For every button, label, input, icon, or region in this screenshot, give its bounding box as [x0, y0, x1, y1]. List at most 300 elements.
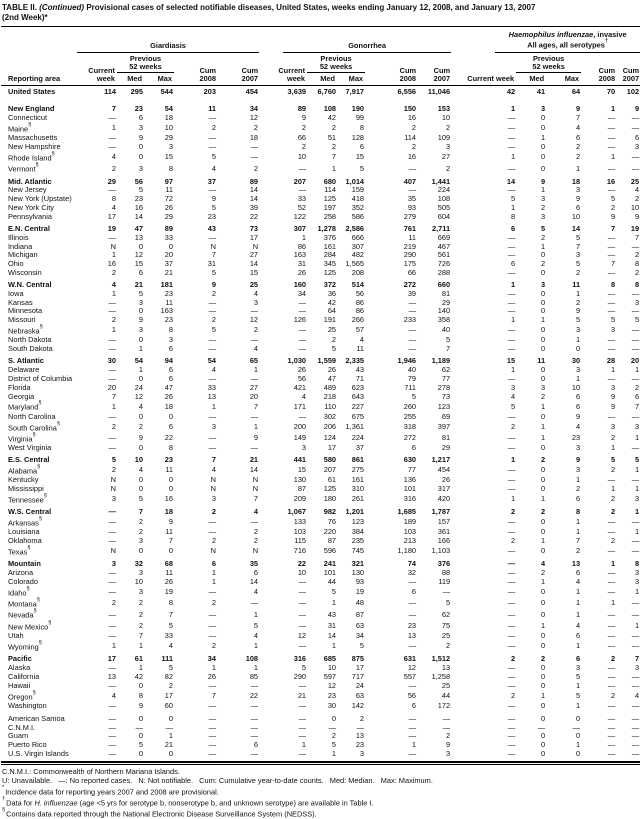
cell: 2 — [138, 621, 143, 630]
cell: 4 — [111, 690, 116, 700]
cell: — — [607, 731, 616, 741]
cell: — — [631, 113, 640, 123]
cell: 33 — [164, 631, 173, 641]
cell: 142 — [351, 700, 365, 710]
cell: — — [208, 517, 216, 527]
cell: 23 — [134, 104, 143, 114]
cell: 21 — [164, 740, 173, 750]
cell: 3 — [168, 335, 173, 345]
cell: 557 — [403, 671, 417, 681]
cell: 6 — [635, 133, 640, 143]
cell: 26 — [297, 268, 307, 278]
cell: 15 — [164, 152, 173, 162]
cell: 23 — [327, 690, 337, 700]
cell: 266 — [351, 315, 365, 325]
cell: — — [507, 433, 516, 443]
cell: 3 — [138, 536, 143, 546]
cell: 85 — [249, 671, 259, 681]
cell: 15 — [297, 465, 307, 475]
cell: — — [607, 576, 616, 586]
52-weeks-label: 52 weeks — [319, 62, 353, 72]
cell: 7 — [253, 401, 259, 411]
row-label: Minnesota — [8, 306, 43, 316]
cell: 2 — [510, 421, 516, 431]
cell: — — [328, 722, 337, 732]
cell: 12 — [327, 680, 337, 690]
cell: 30 — [571, 356, 581, 366]
cell: 2 — [331, 142, 337, 152]
cell: 42 — [134, 671, 143, 681]
row-label: Connecticut — [8, 113, 48, 123]
cell: 0 — [540, 152, 546, 162]
cell: 3 — [575, 325, 581, 335]
cell: 0 — [540, 731, 546, 741]
row-label: E.S. Central — [8, 454, 50, 464]
cell: 1 — [635, 621, 640, 630]
group-header-giardiasis — [77, 31, 259, 53]
cell: 44 — [441, 690, 451, 700]
cell: 295 — [130, 87, 143, 97]
cell: 5 — [138, 494, 143, 504]
cell: — — [631, 123, 640, 133]
cell: 4 — [359, 335, 365, 345]
row-label: Pennsylvania — [8, 212, 52, 222]
cell: — — [408, 335, 417, 345]
cell: 1 — [331, 641, 337, 651]
cell: 352 — [351, 203, 365, 213]
cell: — — [108, 527, 116, 537]
cell: 17 — [249, 232, 259, 242]
cell: 6 — [168, 421, 173, 431]
cell: N — [252, 546, 259, 556]
cell: — — [298, 749, 307, 759]
dagger-footnote-marker: † — [604, 38, 608, 45]
cell: 5 — [331, 344, 337, 354]
cell: 4 — [253, 288, 259, 298]
cell: 110 — [324, 401, 337, 411]
cell: — — [607, 609, 616, 619]
cell: 8 — [168, 325, 173, 335]
cell: 5 — [211, 325, 216, 335]
row-label: Louisiana — [8, 527, 40, 537]
cell: — — [507, 559, 516, 569]
cell: 0 — [540, 344, 546, 354]
cell: — — [298, 325, 307, 335]
cell: 73 — [441, 391, 451, 401]
cell: — — [250, 306, 259, 316]
cell: 2 — [510, 690, 516, 700]
cell: 88 — [441, 568, 451, 578]
row-label: New England — [8, 104, 55, 114]
cell: 660 — [437, 279, 451, 289]
row-label: Guam — [8, 731, 29, 741]
cell: 2 — [635, 250, 640, 260]
cell: 86 — [355, 306, 365, 316]
cell: 321 — [351, 559, 365, 569]
cell: 71 — [355, 373, 365, 383]
cell: — — [631, 288, 640, 298]
cell: 20 — [630, 356, 640, 366]
cell: 0 — [575, 344, 581, 354]
cell: — — [607, 241, 616, 251]
cell: — — [607, 250, 616, 260]
cell: 7 — [635, 654, 640, 664]
cell: 30 — [107, 356, 116, 366]
row-label: South Carolina§ — [8, 420, 61, 432]
cell: 0 — [540, 113, 546, 123]
cell: 669 — [437, 232, 451, 242]
row-label: United States — [8, 87, 56, 97]
cell: 180 — [323, 494, 337, 504]
cell: 2,711 — [432, 223, 451, 233]
cell: 1 — [111, 325, 116, 335]
cell: — — [108, 335, 116, 345]
cell: 4 — [253, 587, 259, 597]
cell: 2 — [138, 609, 143, 619]
cell: 103 — [403, 527, 417, 537]
cell: — — [208, 335, 216, 345]
cell: 2 — [445, 641, 451, 651]
cell: 75 — [441, 621, 451, 630]
row-label: North Dakota — [8, 335, 52, 345]
col-header-max: Max — [546, 73, 581, 86]
cell: 3 — [635, 568, 640, 578]
cell: — — [507, 527, 516, 537]
col-header-cum-2008: Cum 2008 — [365, 53, 417, 86]
cell: — — [507, 700, 516, 710]
cell: — — [408, 680, 417, 690]
cell: 4 — [253, 507, 259, 517]
cell: 175 — [403, 259, 417, 269]
cell: — — [208, 700, 216, 710]
cell: 1 — [575, 517, 581, 527]
cell: 1 — [575, 641, 581, 651]
cell: 1,030 — [287, 356, 307, 366]
cell: — — [631, 325, 640, 335]
cell: 93 — [407, 203, 417, 213]
cell: 17 — [355, 663, 365, 673]
row-label: New Mexico§ — [8, 619, 52, 632]
cell: — — [507, 113, 516, 123]
cell: 23 — [355, 740, 365, 750]
cell: — — [108, 700, 116, 710]
cell: 1 — [635, 507, 640, 517]
cell: — — [250, 700, 259, 710]
cell: — — [631, 306, 640, 316]
cell: 1,278 — [317, 223, 337, 233]
cell: — — [631, 344, 640, 354]
cell: 9 — [138, 700, 143, 710]
cell: 3 — [540, 279, 546, 289]
cell: N — [110, 546, 116, 556]
cell: — — [507, 609, 516, 619]
cell: 2 — [138, 527, 143, 537]
cell: 13 — [134, 232, 143, 242]
row-label: New York (Upstate) — [8, 194, 72, 204]
cell: 5 — [359, 163, 365, 173]
cell: 213 — [403, 536, 417, 546]
previous-label: Previous — [129, 53, 162, 63]
cell: 310 — [351, 483, 365, 493]
cell: 42 — [327, 113, 337, 123]
cell: 1 — [540, 185, 546, 195]
cell: — — [408, 306, 417, 316]
cell: 7 — [635, 401, 640, 411]
cell: 21 — [249, 454, 259, 464]
cell: 17 — [327, 443, 337, 453]
cell: 4 — [575, 123, 581, 133]
cell: 74 — [407, 559, 417, 569]
cell: 2 — [540, 259, 546, 269]
cell: — — [607, 663, 616, 673]
cell: 227 — [351, 401, 365, 411]
cell: 23 — [164, 454, 173, 464]
table-row — [1, 86, 640, 97]
cell: 1 — [575, 740, 581, 750]
cell: 5 — [635, 315, 640, 325]
cell: 43 — [355, 364, 365, 374]
cell: 9 — [138, 133, 143, 143]
cell: 56 — [355, 288, 365, 298]
cell: — — [208, 631, 216, 641]
row-label: Indiana — [8, 241, 33, 251]
cell: 9 — [211, 194, 216, 204]
cell: 15 — [249, 268, 259, 278]
cell: 1 — [168, 731, 173, 741]
table-row — [1, 97, 640, 114]
cell: 189 — [403, 517, 417, 527]
cell: 255 — [403, 411, 417, 421]
continued-label: (Continued) — [39, 3, 85, 12]
cell: 57 — [355, 325, 365, 335]
row-label: Iowa — [8, 288, 24, 298]
cell: 5 — [510, 194, 516, 204]
cell: 0 — [540, 527, 546, 537]
cell: 16 — [407, 152, 417, 162]
cell: 604 — [437, 212, 451, 222]
cell: 6 — [411, 700, 417, 710]
cell: 161 — [323, 241, 337, 251]
cell: 1 — [331, 163, 337, 173]
cell: — — [607, 306, 616, 316]
cell: 15 — [134, 259, 143, 269]
cell: — — [298, 609, 307, 619]
cell: — — [507, 288, 516, 298]
col-header-cum-2007: Cum 2007 — [616, 53, 640, 86]
cell: 3 — [635, 663, 640, 673]
section-footnote-marker: § — [35, 162, 39, 169]
cell: 172 — [437, 700, 451, 710]
cell: 631 — [403, 654, 417, 664]
col-header-med: Med — [117, 73, 144, 86]
cell: 36 — [327, 288, 337, 298]
cell: 2 — [635, 268, 640, 278]
cell: — — [108, 568, 116, 578]
cell: 31 — [327, 621, 337, 630]
cell: — — [208, 722, 216, 732]
cell: — — [607, 546, 616, 556]
cell: 10 — [134, 576, 143, 586]
cell: 1 — [575, 527, 581, 537]
row-label: Maryland§ — [8, 400, 42, 412]
cell: — — [298, 306, 307, 316]
cell: 5 — [359, 641, 365, 651]
cell: 32 — [407, 568, 417, 578]
cell: 9 — [575, 194, 581, 204]
previous-label: Previous — [532, 53, 565, 63]
col-header-previous-52-weeks — [516, 53, 581, 73]
cell: 122 — [293, 212, 307, 222]
cell: — — [108, 185, 116, 195]
table-row — [1, 401, 640, 412]
cell: 861 — [351, 454, 365, 464]
cell: 2 — [138, 517, 143, 527]
cell: 2 — [610, 536, 616, 546]
row-label: Oklahoma — [8, 536, 42, 546]
table-row — [1, 143, 640, 152]
cell: 56 — [297, 373, 307, 383]
cell: 10 — [571, 382, 581, 392]
cell: 93 — [355, 576, 365, 586]
cell: — — [250, 598, 259, 608]
cell: 3 — [540, 212, 546, 222]
row-label: Arizona — [8, 568, 34, 578]
section-footnote-marker: § — [33, 608, 37, 615]
row-label: U.S. Virgin Islands — [8, 749, 69, 759]
cell: — — [250, 749, 259, 759]
cell: 7 — [253, 494, 259, 504]
cell: 2 — [211, 598, 216, 608]
cell: — — [507, 546, 516, 556]
cell: — — [442, 713, 451, 723]
cell: — — [631, 731, 640, 741]
cell: 4 — [575, 576, 581, 586]
row-label: Illinois — [8, 232, 29, 242]
cell: 111 — [161, 654, 173, 664]
cell: — — [607, 740, 616, 750]
cell: — — [507, 749, 516, 759]
cell: 0 — [575, 713, 581, 723]
cell: 1 — [635, 465, 640, 475]
haemophilus-line2-label: All ages, all serotypes — [527, 40, 605, 50]
cell: 4 — [111, 152, 116, 162]
cell: — — [631, 152, 640, 162]
cell: 8 — [575, 507, 581, 517]
table-row — [1, 711, 640, 724]
cell: — — [135, 722, 143, 732]
cell: — — [607, 475, 616, 485]
cell: 1 — [575, 335, 581, 345]
cell: 317 — [437, 483, 451, 493]
col-header-cum-2008: Cum 2008 — [174, 53, 217, 86]
row-label: California — [8, 671, 40, 681]
cell: 20 — [249, 391, 259, 401]
cell: 2 — [111, 598, 116, 608]
cell: 5 — [635, 454, 640, 464]
cell: 5 — [138, 185, 143, 195]
cell: 23 — [571, 433, 581, 443]
cell: 13 — [107, 671, 116, 681]
cell: — — [507, 731, 516, 741]
cell: 87 — [355, 609, 365, 619]
cell: 0 — [138, 411, 143, 421]
row-label: Colorado — [8, 576, 38, 586]
cell: — — [408, 344, 417, 354]
cell: 3 — [575, 465, 581, 475]
cell: — — [108, 306, 116, 316]
cell: — — [607, 297, 616, 307]
cell: 26 — [297, 364, 307, 374]
cell: 209 — [293, 494, 307, 504]
row-label: New York City — [8, 203, 55, 213]
cell: 6 — [510, 223, 516, 233]
cell: 101 — [323, 568, 337, 578]
cell: 0 — [168, 546, 173, 556]
cell: — — [607, 680, 616, 690]
cell: — — [507, 722, 516, 732]
cell: 7 — [211, 690, 216, 700]
cell: 6 — [138, 268, 143, 278]
cell: 0 — [540, 546, 546, 556]
row-label: American Samoa — [8, 713, 65, 723]
cell: 56 — [407, 690, 417, 700]
cell: 1,014 — [345, 176, 365, 186]
cell: 4 — [211, 364, 216, 374]
cell: 6 — [253, 568, 259, 578]
cell: 0 — [138, 731, 143, 741]
cell: 26 — [164, 203, 173, 213]
cell: — — [631, 475, 640, 485]
row-label: Missouri — [8, 315, 36, 325]
cell: 9 — [635, 104, 640, 114]
cell: 2 — [610, 465, 616, 475]
cell: 0 — [168, 483, 173, 493]
cell: 140 — [437, 306, 451, 316]
cell: — — [607, 335, 616, 345]
cell: 1 — [411, 740, 417, 750]
cell: 13 — [441, 663, 451, 673]
cell: 0 — [138, 241, 143, 251]
cell: 420 — [437, 494, 451, 504]
cell: 5 — [331, 740, 337, 750]
cell: 72 — [164, 194, 173, 204]
cell: 685 — [323, 654, 337, 664]
cell: 7 — [168, 609, 173, 619]
cell: 1 — [610, 598, 616, 608]
cell: — — [108, 373, 116, 383]
cell: 123 — [437, 401, 451, 411]
row-label: Nebraska§ — [8, 324, 43, 336]
cell: — — [108, 297, 116, 307]
cell: 171 — [293, 401, 307, 411]
table-row — [1, 682, 640, 691]
cell: — — [507, 133, 516, 143]
cell: — — [607, 700, 616, 710]
cell: 87 — [327, 536, 337, 546]
cell: 2 — [510, 536, 516, 546]
row-label: Idaho§ — [8, 585, 30, 598]
cell: 7 — [575, 241, 581, 251]
cell: 2 — [575, 546, 581, 556]
cell: 9 — [138, 433, 143, 443]
cell: 1 — [253, 609, 259, 619]
cell: 597 — [323, 671, 337, 681]
cell: 16 — [134, 203, 143, 213]
cell: 1,180 — [397, 546, 417, 556]
cell: 1 — [635, 527, 640, 537]
cell: 13 — [207, 391, 216, 401]
cell: 2 — [211, 288, 216, 298]
